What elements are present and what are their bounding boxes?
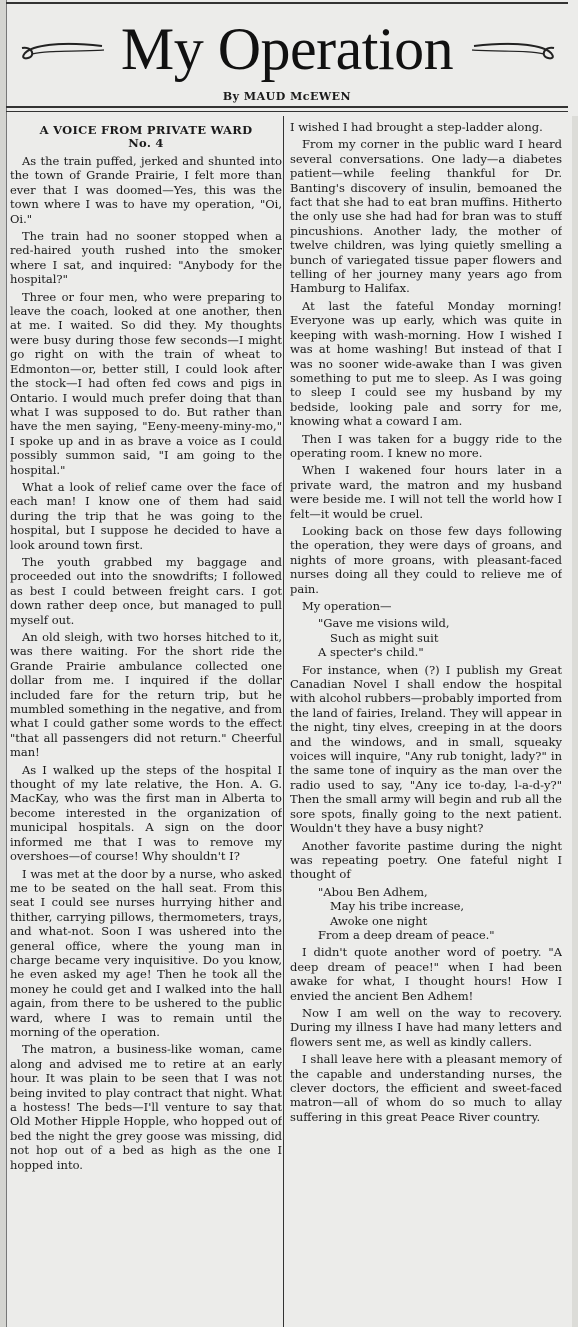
paragraph: As the train puffed, jerked and shunted into the town of Grande Prairie, I felt more than ever that I was doomed—Yes, this was the town where I was to have my operation, "Oi, Oi."	[10, 154, 282, 226]
poem-quote	[290, 616, 562, 659]
poem-quote	[290, 885, 562, 943]
poem-line: From a deep dream of peace."	[318, 927, 495, 942]
paragraph: When I wakened four hours later in a private ward, the matron and my husband were beside me. I will not tell the world how I felt—it would be cruel.	[290, 463, 562, 521]
column-divider	[283, 116, 284, 1327]
paragraph: The train had no sooner stopped when a red-haired youth rushed into the smoker where I sat, and inquired: "Anybody for the hospital?"	[10, 229, 282, 287]
adjacent-column-edge	[0, 0, 7, 1327]
header-rule	[6, 106, 568, 108]
section-heading-line: No. 4	[128, 136, 164, 150]
poem-line: "Gave me visions wild,	[318, 616, 450, 631]
poem-line: Awoke one night	[330, 913, 428, 928]
paragraph: I didn't quote another word of poetry. "A deep dream of peace!" when I had been awake for what, I thought hours! How I envied the ancient Ben Adhem!	[290, 945, 562, 1003]
poem-line: May his tribe increase,	[330, 899, 465, 914]
paragraph: An old sleigh, with two horses hitched to it, was there waiting. For the short ride the Grande Prairie ambulance collected one dollar from me. I inquired if the dollar included fare for the return trip, but he mumbled something in the negative, and from what I could gather some words to the effect "that all passengers did not return." Cheerful man!	[10, 630, 282, 760]
headline-title: My Operation	[120, 16, 454, 82]
section-heading-line: A VOICE FROM PRIVATE WARD	[39, 123, 253, 137]
poem-line: Such as might suit	[330, 630, 439, 645]
left-column	[10, 120, 282, 1325]
paragraph: From my corner in the public ward I heard several conversations. One lady—a diabetes patient—while feeling thankful for Dr. Banting's discovery of insulin, bemoaned the fact that she had to eat bran muffins. Hitherto the only use she had had for bran was to stuff pincushions. Another lady, the mother of twelve children, was lying quietly smelling a bunch of variegated tissue paper flowers and telling of her journey many years ago from Hamburg to Halifax.	[290, 137, 562, 296]
adjacent-column-edge	[572, 116, 578, 1327]
poem-line: A specter's child."	[318, 645, 424, 660]
paragraph: Then I was taken for a buggy ride to the operating room. I knew no more.	[290, 431, 562, 460]
paragraph: Another favorite pastime during the night was repeating poetry. One fateful night I thought of	[290, 838, 562, 882]
paragraph-continued: I wished I had brought a step-ladder along.	[290, 120, 543, 134]
paragraph: Three or four men, who were preparing to leave the coach, looked at one another, then at me. I waited. So did they. My thoughts were busy during those few seconds—I might go right on with the train of wheat to Edmonton—or, better still, I could look after the stock—I had often fed cows and pigs in Ontario. I would much prefer doing that than what I was supposed to do. But rather than have the men saying, "Eeny-meeny-miny-mo," I spoke up and in as brave a voice as I could possibly summon said, "I am going to the hospital."	[10, 289, 282, 477]
paragraph: Looking back on those few days following the operation, they were days of groans, and nights of more groans, with pleasant-faced nurses doing all they could to relieve me of pain.	[290, 523, 562, 596]
paragraph: My operation—	[302, 599, 392, 613]
paragraph: Now I am well on the way to recovery. During my illness I have had many letters and flowers sent me, as well as kindly callers.	[290, 1005, 562, 1049]
paragraph: At last the fateful Monday morning! Everyone was up early, which was quite in keeping with wash-morning. How I wished I was at home washing! But instead of that I was no sooner wide-awake than I was given something to put me to sleep. As I was going to sleep I could see my husband by my bedside, looking pale and sorry for me, knowing what a coward I am.	[290, 298, 562, 429]
poem-line: "Abou Ben Adhem,	[318, 884, 428, 899]
paragraph: For instance, when (?) I publish my Great Canadian Novel I shall endow the hospital with alcohol rubbers—probably imported from the land of fairies, Ireland. They will appear in the night, tiny elves, creeping in at the doors and the windows, and in small, squeaky voices will inquire, "Any rub tonight, lady?" in the same tone of inquiry as the man over the radio used to say, "Any ice to-day, l-a-d-y?" Then the small army will begin and rub all the sore spots, finally going to the next patient. Wouldn't they have a busy night?	[290, 662, 562, 836]
paragraph: What a look of relief came over the face of each man! I know one of them had said during the trip that he was going to the hospital, but I suppose he decided to have a look around town first.	[10, 479, 282, 552]
masthead	[6, 2, 568, 120]
right-column	[290, 120, 562, 1325]
header-rule-thin	[6, 111, 568, 112]
paragraph: The matron, a business-like woman, came along and advised me to retire at an early hour. It was plain to be seen that I was not being invited to play contract that night. What a hostess! The beds—I'll venture to say that Old Mother Hipple Hopple, who hopped out of bed the night the grey goose was missing, did not hop out of a bed as high as the one I hopped into.	[10, 1042, 282, 1172]
byline: By MAUD McEWEN	[222, 90, 352, 103]
paragraph: I shall leave here with a pleasant memory of the capable and understanding nurses, the clever doctors, the efficient and sweet-faced matron—all of whom do so much to allay suffering in this great Peace River country.	[290, 1052, 562, 1124]
section-heading	[10, 124, 282, 150]
right-flourish-ornament	[470, 26, 562, 62]
paragraph: I was met at the door by a nurse, who asked me to be seated on the hall seat. From this seat I could see nurses hurrying hither and thither, carrying pillows, thermometers, trays, and what-not. Soon I was ushered into the general office, where the young man in charge became very inquisitive. Do you know, he even asked my age! Then he took all the money he could get and I walked into the hall again, from there to be ushered to the public ward, where I was to remain until the morning of the operation.	[10, 866, 282, 1039]
paragraph: As I walked up the steps of the hospital I thought of my late relative, the Hon. A. G. MacKay, who was the first man in Alberta to become interested in the organization of municipal hospitals. A sign on the door informed me that I was to remove my overshoes—of course! Why shouldn't I?	[10, 762, 282, 864]
paragraph: The youth grabbed my baggage and proceeded out into the snowdrifts; I followed as best I could between freight cars. I got down rather deep once, but managed to pull myself out.	[10, 554, 282, 627]
